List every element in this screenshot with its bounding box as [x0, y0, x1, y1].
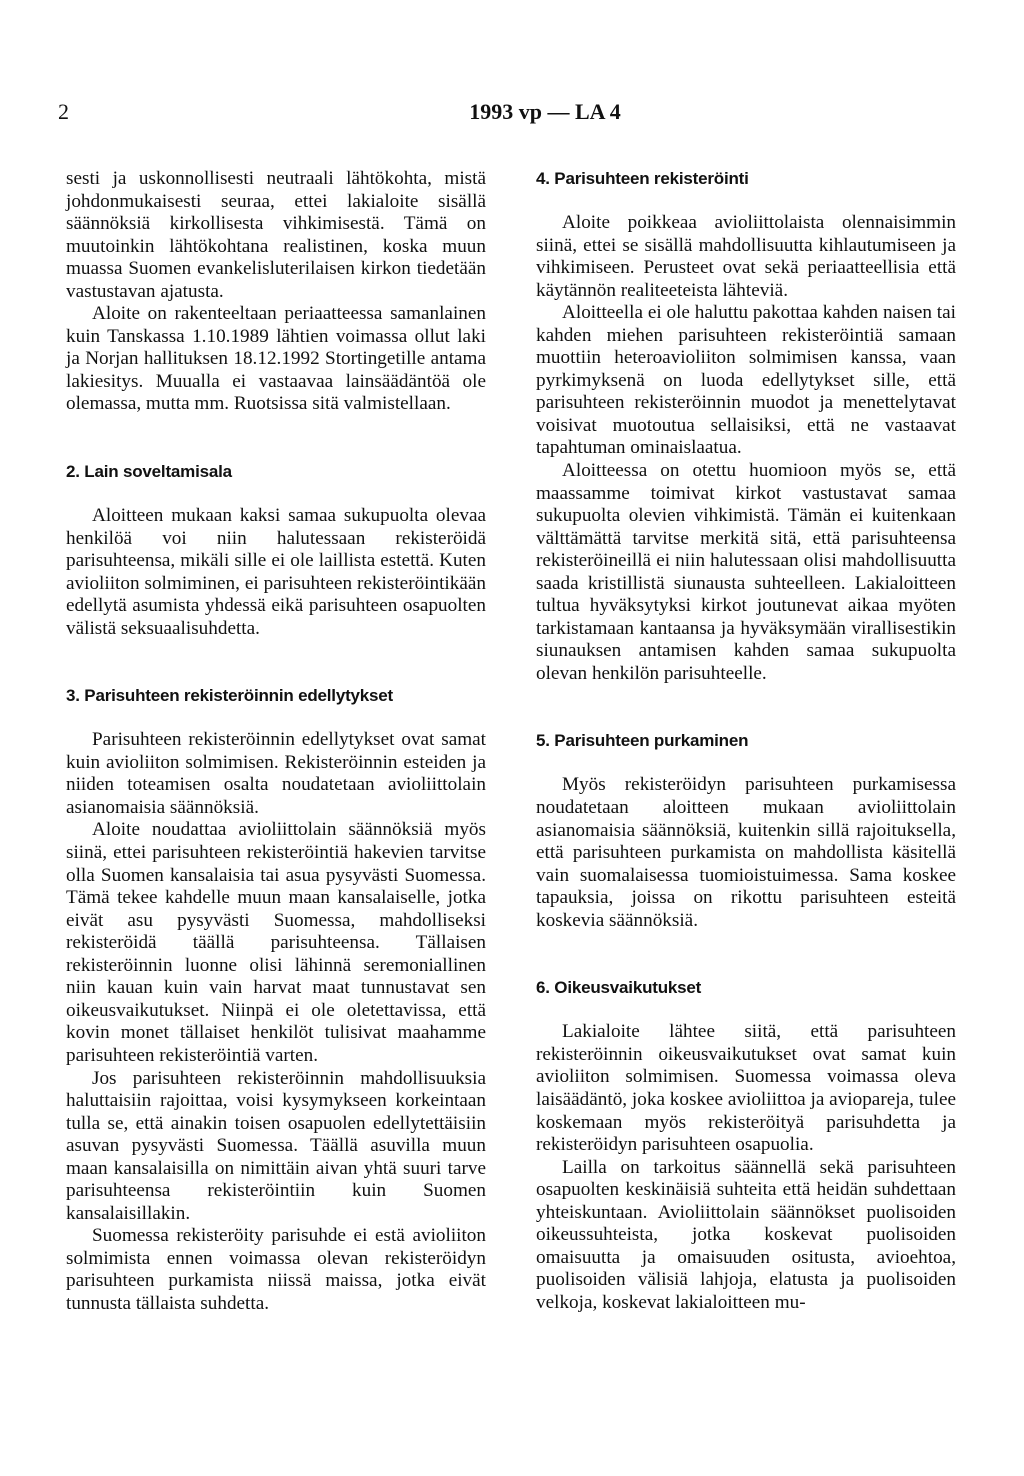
spacer [536, 190, 956, 212]
section-heading: 4. Parisuhteen rekisteröinti [536, 169, 749, 188]
section-heading: 5. Parisuhteen purkaminen [536, 731, 749, 751]
paragraph: Myös rekisteröidyn parisuhteen purkamisessa noudatetaan aloitteen mukaan avioliittolain asianomaisia säännöksiä, kuitenkin sillä rajoituksella, että parisuhteen purkamista on mahdollista käsitellä vain suomalaisessa tuomioistuimessa. Sama koskee tapauksia, joissa on rikottu parisuhteen esteitä koskevia säännöksiä. [536, 774, 956, 931]
spacer [66, 707, 486, 729]
section-heading: 3. Parisuhteen rekisteröinnin edellytykset [66, 686, 394, 706]
spacer [536, 999, 956, 1021]
paragraph: Aloite on rakenteeltaan periaatteessa samanlainen kuin Tanskassa 1.10.1989 lähtien voimassa ollut laki ja Norjan hallituksen 18.12.1992 Stortingetille antama lakiesitys. Muualla ei vastaavaa lainsäädäntöä ole olemassa, mutta mm. Ruotsissa sitä valmistellaan. [66, 303, 486, 415]
spacer [536, 752, 956, 774]
paragraph: Aloitteen mukaan kaksi samaa sukupuolta olevaa henkilöä voi niin halutessaan rekisteröidä parisuhteensa, mikäli sille ei ole laillista estettä. Kuten avioliiton solmiminen, ei parisuhteen rekisteröintikään edellytä asumista yhdessä eikä parisuhteen osapuolten välistä seksuaalisuhdetta. [66, 505, 486, 639]
left-column [66, 168, 486, 1316]
spacer [536, 932, 956, 977]
spacer [66, 416, 486, 461]
paragraph: Aloitteessa on otettu huomioon myös se, että maassamme toimivat kirkot vastustavat samaa sukupuolta olevien vihkimistä. Tämän ei kuitenkaan välttämättä tarvitse merkitä sitä, että parisuhteensa rekisteröineillä ei niin halutessaan olisi mahdollisuutta saada kristillistä siunausta suhteelleen. Lakialoitteen tultua hyväksytyksi kirkot joutunevat aikaa myöten tarkistamaan kantaansa ja hyväksymään virallisestikin siunauksen antamisen kahden samaa sukupuolta olevan henkilön parisuhteelle. [536, 460, 956, 684]
paragraph: Aloitteella ei ole haluttu pakottaa kahden naisen tai kahden miehen parisuhteen rekisteröintiä samaan muottiin heteroavioliiton solmimisen kanssa, vaan pyrkimyksenä on luoda edellytykset sille, että parisuhteen rekisteröinnin muodot ja menettelytavat voisivat muotoutua sellaisiksi, että ne vastaavat tapahtuman ominaislaatua. [536, 302, 956, 459]
section-heading: 2. Lain soveltamisala [66, 462, 232, 482]
page-number: 2 [58, 99, 69, 124]
right-column [536, 168, 956, 1314]
section-heading: 6. Oikeusvaikutukset [536, 978, 702, 998]
paragraph: Lailla on tarkoitus säännellä sekä parisuhteen osapuolten keskinäisiä suhteita että heidän suhdettaan yhteiskuntaan. Avioliittolain säännökset puolisoiden oikeussuhteista, jotka koskevat puolisoiden omaisuutta ja omaisuuden ositusta, avioehtoa, puolisoiden välisiä lahjoja, elatusta ja puolisoiden velkoja, koskevat lakialoitteen mu- [536, 1156, 956, 1313]
paragraph: sesti ja uskonnollisesti neutraali lähtökohta, mistä johdonmukaisesti seuraa, ettei lakialoite sisällä säännöksiä kirkollisesta vihkimisestä. Tämä on muutoinkin lähtökohtana realistinen, koska muun muassa Suomen evankelisluterilaisen kirkon tiedetään vastustavan ajatusta. [66, 168, 486, 302]
paragraph: Suomessa rekisteröity parisuhde ei estä avioliiton solmimista ennen voimassa olevan rekisteröidyn parisuhteen purkamista niissä maissa, jotka eivät tunnusta tällaista suhdetta. [66, 1225, 486, 1314]
paragraph: Aloite poikkeaa avioliittolaista olennaisimmin siinä, ettei se sisällä mahdollisuutta kihlautumiseen ja vihkimiseen. Perusteet ovat sekä periaatteellisia että käytännön realiteeteista lähteviä. [536, 212, 956, 301]
spacer [536, 685, 956, 730]
spacer [66, 640, 486, 685]
spacer [66, 483, 486, 505]
paragraph: Lakialoite lähtee siitä, että parisuhteen rekisteröinnin oikeusvaikutukset ovat samat kuin avioliiton solmimisen. Suomessa voimassa oleva laisäädäntö, joka koskee avioliittoa ja aviopareja, tulee koskemaan myös rekisteröityä parisuhdetta ja rekisteröidyn parisuhteen osapuolia. [536, 1021, 956, 1156]
paragraph: Aloite noudattaa avioliittolain säännöksiä myös siinä, ettei parisuhteen rekisteröintiä hakevien tarvitse olla Suomen kansalaisia tai asua pysyvästi Suomessa. Tämä tekee kahdelle muun maan kansalaiselle, jotka eivät asu pysyvästi Suomessa, mahdolliseksi rekisteröidä täällä parisuhteensa. Tällaisen rekisteröinnin luonne olisi lähinnä seremoniallinen niin kauan kuin vain harvat maat tunnustavat sen oikeusvaikutukset. Niinpä ei ole oletettavissa, että kovin monet tällaiset henkilöt tulisivat maahamme parisuhteen rekisteröintiä varten. [66, 819, 486, 1066]
paragraph: Jos parisuhteen rekisteröinnin mahdollisuuksia haluttaisiin rajoittaa, voisi kysymykseen korkeintaan tulla se, että ainakin toisen osapuolen edellytettäisiin asuvan pysyvästi Suomessa. Täällä asuvilla muun maan kansalaisilla on nimittäin aivan yhtä suuri tarve parisuhteensa rekisteröintiin kuin Suomen kansalaisillakin. [66, 1067, 486, 1224]
paragraph: Parisuhteen rekisteröinnin edellytykset ovat samat kuin avioliiton solmimisen. Rekisteröinnin esteiden ja niiden toteamisen osalta noudatetaan avioliittolain asianomaisia säännöksiä. [66, 729, 486, 818]
running-head: 1993 vp — LA 4 [469, 99, 621, 124]
